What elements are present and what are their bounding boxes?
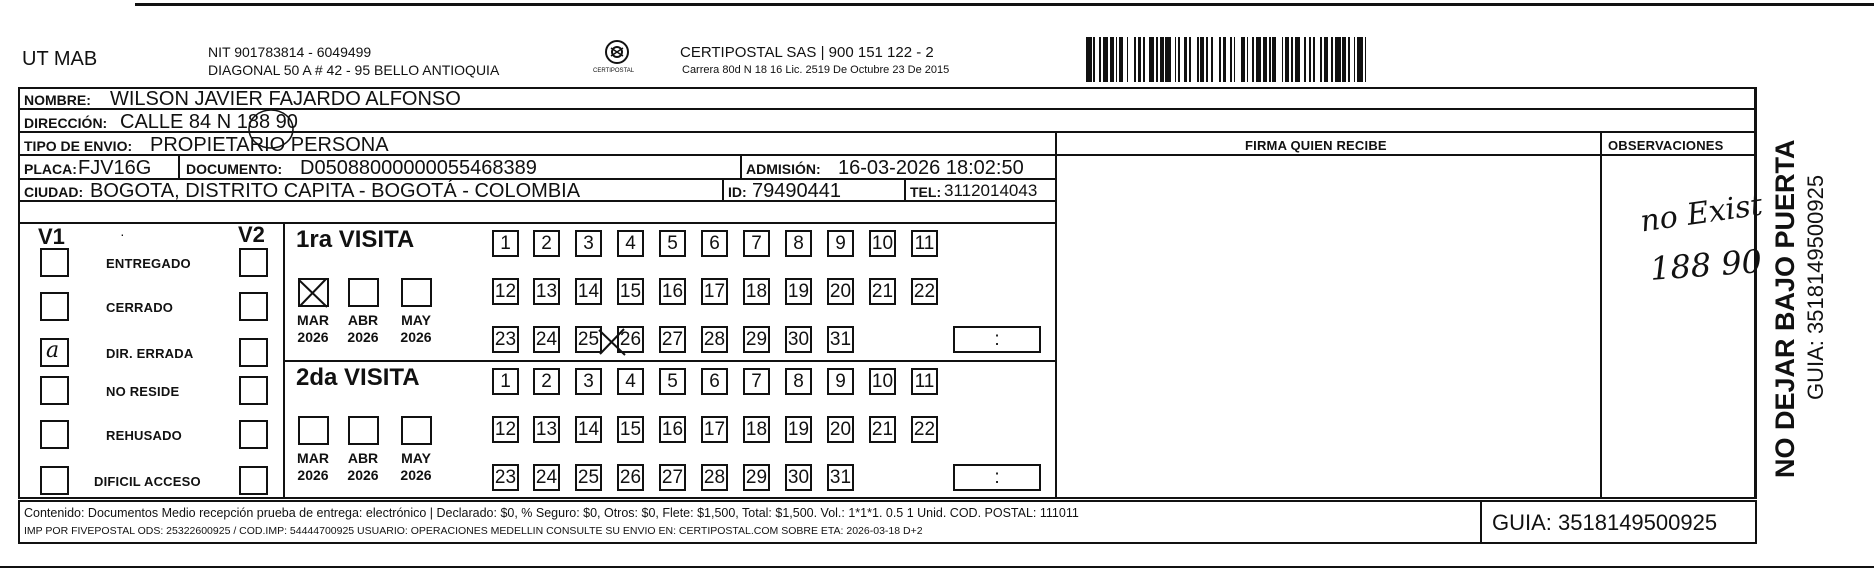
visit-day-box: 21 <box>869 416 896 443</box>
handwritten-x-mark <box>296 276 330 310</box>
signature-label: FIRMA QUIEN RECIBE <box>1245 138 1387 153</box>
visit-day-box: 26 <box>617 464 644 491</box>
visit-month-checkbox[interactable] <box>348 278 379 307</box>
barcode <box>1086 37 1620 82</box>
logo-caption: CERTIPOSTAL <box>593 68 635 74</box>
barcode-bar <box>1366 37 1370 82</box>
visit-year-label: 2026 <box>297 329 329 345</box>
status-label: DIFICIL ACCESO <box>94 474 201 489</box>
status-v2-checkbox[interactable] <box>239 466 268 495</box>
visit-day-box: 10 <box>869 368 896 395</box>
company-address: DIAGONAL 50 A # 42 - 95 BELLO ANTIOQUIA <box>208 62 500 78</box>
visit-title: 1ra VISITA <box>296 226 415 253</box>
visit-day-box: 3 <box>575 230 602 257</box>
company-name: UT MAB <box>22 48 98 70</box>
status-v1-checkbox[interactable] <box>40 420 69 449</box>
visit-day-box: 11 <box>911 368 938 395</box>
visit-day-box: 25 <box>575 326 602 353</box>
address-circle-mark <box>246 106 296 152</box>
document-label: DOCUMENTO: <box>186 161 283 177</box>
visit-day-box: 7 <box>743 368 770 395</box>
visit-day-box: 2 <box>533 230 560 257</box>
plate-label: PLACA: <box>24 161 77 177</box>
visit-day-box: 27 <box>659 326 686 353</box>
visit-day-box: 26 <box>617 326 644 353</box>
tel-label: TEL: <box>910 184 942 200</box>
footer-guia: GUIA: 3518149500925 <box>1492 510 1718 535</box>
visit-day-box: 19 <box>785 278 812 305</box>
visit-day-box: 4 <box>617 230 644 257</box>
visit-day-box: 17 <box>701 416 728 443</box>
visit-day-box: 18 <box>743 416 770 443</box>
status-v2-checkbox[interactable] <box>239 292 268 321</box>
visit-day-box: 13 <box>533 416 560 443</box>
status-v2-checkbox[interactable] <box>239 376 268 405</box>
status-v2-checkbox[interactable] <box>239 248 268 277</box>
admission-value: 16-03-2026 18:02:50 <box>838 157 1024 179</box>
top-rule <box>135 3 1874 6</box>
visit-day-box: 25 <box>575 464 602 491</box>
visit-day-box: 16 <box>659 416 686 443</box>
status-v1-mark: a <box>46 338 60 363</box>
status-v1-checkbox[interactable] <box>40 376 69 405</box>
status-label: CERRADO <box>106 300 174 315</box>
visit-month-checkbox[interactable] <box>401 278 432 307</box>
visit-day-box: 12 <box>492 416 519 443</box>
visit-time-box: : <box>953 326 1041 353</box>
header-dot: · <box>120 226 125 242</box>
visit-day-box: 7 <box>743 230 770 257</box>
visit-day-box: 4 <box>617 368 644 395</box>
recipient-address: CALLE 84 N 188 90 <box>120 111 298 133</box>
visit-month-checkbox[interactable] <box>401 416 432 445</box>
visit-day-box: 22 <box>911 278 938 305</box>
visit-day-box: 29 <box>743 326 770 353</box>
visit-day-box: 19 <box>785 416 812 443</box>
handwritten-x-mark <box>596 326 628 358</box>
visit-month-label: MAY <box>401 312 431 328</box>
recipient-name: WILSON JAVIER FAJARDO ALFONSO <box>110 88 461 110</box>
carrier-license: Carrera 80d N 18 16 Lic. 2519 De Octubre 23 De 2015 <box>682 64 950 76</box>
id-value: 79490441 <box>752 180 841 202</box>
visit-year-label: 2026 <box>400 329 432 345</box>
visit-day-box: 24 <box>533 464 560 491</box>
visit-month-label: ABR <box>347 450 379 466</box>
status-label: NO RESIDE <box>106 384 180 399</box>
visit-year-label: 2026 <box>400 467 432 483</box>
visit-day-box: 12 <box>492 278 519 305</box>
visit-month-label: MAR <box>297 312 329 328</box>
visit-day-box: 5 <box>659 230 686 257</box>
visit-day-box: 21 <box>869 278 896 305</box>
status-v1-checkbox[interactable] <box>40 466 69 495</box>
visit-day-box: 14 <box>575 278 602 305</box>
visit-month-checkbox[interactable] <box>348 416 379 445</box>
status-label: DIR. ERRADA <box>106 346 194 361</box>
visit-day-box: 27 <box>659 464 686 491</box>
status-v1-checkbox[interactable] <box>40 292 69 321</box>
visit-day-box: 3 <box>575 368 602 395</box>
visit-day-box: 5 <box>659 368 686 395</box>
visit-day-box: 20 <box>827 416 854 443</box>
v2-header: V2 <box>238 222 265 247</box>
visit-month-checkbox[interactable] <box>298 416 329 445</box>
document-value: D05088000000055468389 <box>300 157 537 179</box>
visit-day-box: 20 <box>827 278 854 305</box>
city-label: CIUDAD: <box>24 184 84 200</box>
tel-value: 3112014043 <box>944 181 1038 200</box>
visit-day-box: 23 <box>492 464 519 491</box>
visit-day-box: 14 <box>575 416 602 443</box>
side-warning: NO DEJAR BAJO PUERTA <box>1770 139 1800 478</box>
contents-line: Contenido: Documentos Medio recepción prueba de entrega: electrónico | Declarado: $0, % Seguro: $0, Otros: $0, Flete: $1,500, Total: $1,500. Vol.: 1*1*1. 0.5 1 Unid. COD. POSTAL: 111011 <box>24 506 1079 520</box>
visit-day-box: 8 <box>785 368 812 395</box>
company-nit: NIT 901783814 - 6049499 <box>208 44 372 60</box>
visit-day-box: 30 <box>785 464 812 491</box>
name-label: NOMBRE: <box>24 92 91 108</box>
visit-day-box: 15 <box>617 278 644 305</box>
visit-day-box: 24 <box>533 326 560 353</box>
visit-day-box: 31 <box>827 464 854 491</box>
shipment-type: PROPIETARIO PERSONA <box>150 134 389 156</box>
visit-day-box: 28 <box>701 326 728 353</box>
observations-label: OBSERVACIONES <box>1608 138 1724 153</box>
visit-day-box: 2 <box>533 368 560 395</box>
visit-day-box: 30 <box>785 326 812 353</box>
visit-day-box: 1 <box>492 368 519 395</box>
visit-day-box: 9 <box>827 368 854 395</box>
id-label: ID: <box>728 184 747 200</box>
visit-title: 2da VISITA <box>296 364 420 391</box>
status-v2-checkbox[interactable] <box>239 338 268 367</box>
type-label: TIPO DE ENVIO: <box>24 138 133 154</box>
visit-day-box: 11 <box>911 230 938 257</box>
status-label: REHUSADO <box>106 428 182 443</box>
visit-day-box: 29 <box>743 464 770 491</box>
plate-value: FJV16G <box>78 157 152 179</box>
visit-day-box: 6 <box>701 230 728 257</box>
city-value: BOGOTA, DISTRITO CAPITA - BOGOTÁ - COLOMBIA <box>90 180 581 202</box>
visit-day-box: 9 <box>827 230 854 257</box>
side-guia: GUIA: 3518149500925 <box>1803 174 1828 400</box>
visit-day-box: 28 <box>701 464 728 491</box>
visit-month-label: MAR <box>297 450 329 466</box>
visit-year-label: 2026 <box>297 467 329 483</box>
carrier-name: CERTIPOSTAL SAS | 900 151 122 - 2 <box>680 44 934 61</box>
visit-day-box: 10 <box>869 230 896 257</box>
v1-header: V1 <box>38 224 65 249</box>
visit-day-box: 18 <box>743 278 770 305</box>
visit-day-box: 8 <box>785 230 812 257</box>
visit-day-box: 17 <box>701 278 728 305</box>
address-label: DIRECCIÓN: <box>24 115 108 131</box>
visit-day-box: 15 <box>617 416 644 443</box>
observation-note-1: no Exist <box>1638 187 1765 240</box>
visit-day-box: 22 <box>911 416 938 443</box>
status-v2-checkbox[interactable] <box>239 420 268 449</box>
visit-month-label: MAY <box>401 450 431 466</box>
visit-day-box: 23 <box>492 326 519 353</box>
admission-label: ADMISIÓN: <box>746 161 821 177</box>
visit-day-box: 1 <box>492 230 519 257</box>
visit-day-box: 16 <box>659 278 686 305</box>
visit-year-label: 2026 <box>347 329 379 345</box>
visit-day-box: 13 <box>533 278 560 305</box>
print-info-line: IMP POR FIVEPOSTAL ODS: 25322600925 / COD.IMP: 54444700925 USUARIO: OPERACIONES MEDELLIN CONSULTE SU ENVIO EN: CERTIPOSTAL.COM SOBRE ETA: 2026-03-18 D+2 <box>24 525 923 537</box>
visit-day-box: 6 <box>701 368 728 395</box>
visit-time-box: : <box>953 464 1041 491</box>
observation-note-2: 188 90 <box>1648 242 1764 288</box>
visit-year-label: 2026 <box>347 467 379 483</box>
status-label: ENTREGADO <box>106 256 191 271</box>
certipostal-logo <box>590 38 644 78</box>
status-v1-checkbox[interactable] <box>40 248 69 277</box>
visit-month-label: ABR <box>347 312 379 328</box>
visit-day-box: 31 <box>827 326 854 353</box>
